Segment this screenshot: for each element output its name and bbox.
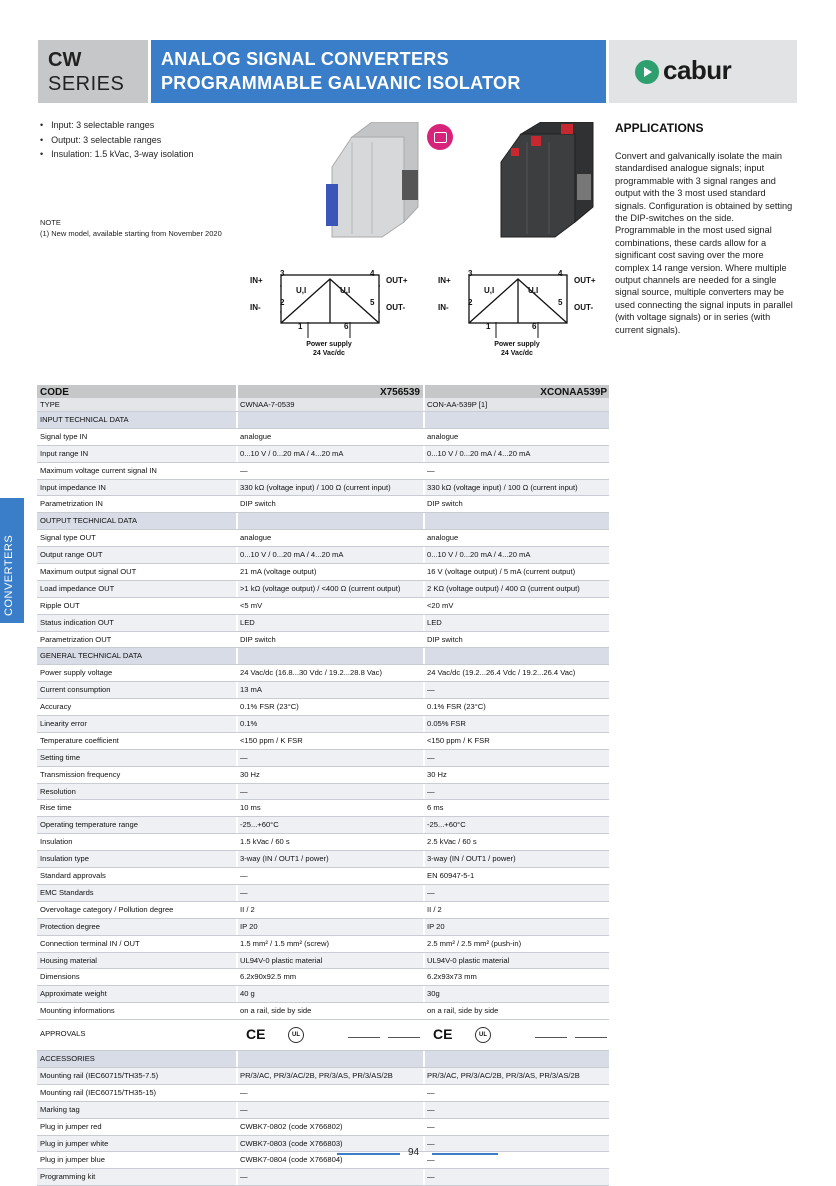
row-value: — <box>427 685 435 695</box>
table-row <box>37 564 609 581</box>
table-row <box>37 581 609 598</box>
table-row <box>37 1102 609 1119</box>
table-row <box>37 834 609 851</box>
row-value: 24 Vac/dc (19.2...26.4 Vdc / 19.2...26.4 Vac) <box>427 668 576 678</box>
row-value: 0...10 V / 0...20 mA / 4...20 mA <box>427 448 531 458</box>
out-minus-label: OUT- <box>574 303 594 312</box>
row-value: — <box>240 871 248 881</box>
out-minus-label: OUT- <box>386 303 406 312</box>
terminal-4: 4 <box>370 269 375 278</box>
page-number: 94 <box>408 1147 420 1158</box>
table-row <box>37 1169 609 1186</box>
ce-mark-icon: CE <box>246 1026 266 1043</box>
table-row <box>37 902 609 919</box>
row-label: GENERAL TECHNICAL DATA <box>40 651 142 661</box>
table-row <box>37 953 609 970</box>
row-value: CWBK7-0803 (code X766803) <box>240 1138 343 1148</box>
row-label: Mounting rail (IEC60715/TH35-15) <box>40 1087 157 1097</box>
row-label: INPUT TECHNICAL DATA <box>40 415 129 424</box>
series-word: SERIES <box>48 73 125 95</box>
table-row <box>37 615 609 632</box>
table-row <box>37 868 609 885</box>
type-value-2: CON-AA-539P [1] <box>427 400 488 409</box>
row-value: analogue <box>427 533 459 543</box>
row-value: II / 2 <box>427 904 442 914</box>
table-row <box>37 665 609 682</box>
table-section-row <box>37 648 609 665</box>
in-minus-label: IN- <box>250 303 261 312</box>
row-value: CWBK7-0802 (code X766802) <box>240 1121 343 1131</box>
type-value-1: CWNAA-7-0539 <box>240 400 295 409</box>
row-value: 3-way (IN / OUT1 / power) <box>427 854 516 864</box>
row-label: Ripple OUT <box>40 600 80 610</box>
row-value: 21 mA (voltage output) <box>240 567 317 577</box>
power-supply-line2: 24 Vac/dc <box>501 350 533 357</box>
row-value: 0...10 V / 0...20 mA / 4...20 mA <box>240 550 344 560</box>
row-value: <150 ppm / K FSR <box>427 735 490 745</box>
row-label: Power supply voltage <box>40 668 113 678</box>
row-label: Parametrization IN <box>40 499 103 509</box>
footer-rule-left <box>337 1153 400 1155</box>
row-value: — <box>427 887 435 897</box>
ul-mark-icon: UL <box>475 1027 491 1043</box>
table-row <box>37 767 609 784</box>
row-value: 30 Hz <box>240 769 260 779</box>
terminal-4: 4 <box>558 269 563 278</box>
row-label: Insulation <box>40 837 73 847</box>
row-label: Output range OUT <box>40 550 103 560</box>
table-row <box>37 1085 609 1102</box>
row-value: — <box>240 1087 248 1097</box>
note-label: NOTE <box>40 218 61 227</box>
feature-item: • Output: 3 selectable ranges <box>40 133 194 148</box>
row-label: Current consumption <box>40 685 111 695</box>
in-minus-label: IN- <box>438 303 449 312</box>
row-value: — <box>240 1104 248 1114</box>
out-plus-label: OUT+ <box>386 276 408 285</box>
row-value: 0.1% <box>240 719 258 729</box>
table-row <box>37 446 609 463</box>
table-row <box>37 1152 609 1169</box>
row-label: EMC Standards <box>40 887 94 897</box>
power-supply-line2: 24 Vac/dc <box>313 350 345 357</box>
row-value: LED <box>427 617 442 627</box>
note-text: (1) New model, available starting from November 2020 <box>40 229 222 238</box>
table-row <box>37 429 609 446</box>
table-row <box>37 885 609 902</box>
row-value: PR/3/AC, PR/3/AC/2B, PR/3/AS, PR/3/AS/2B <box>427 1070 580 1080</box>
row-value: UL94V-0 plastic material <box>240 955 323 965</box>
row-label: Protection degree <box>40 921 100 931</box>
table-row <box>37 750 609 767</box>
row-value: 2.5 kVac / 60 s <box>427 837 477 847</box>
row-value: 330 kΩ (voltage input) / 100 Ω (current input) <box>427 482 578 492</box>
row-value: — <box>240 1172 248 1182</box>
terminal-2: 2 <box>280 298 285 307</box>
table-row <box>37 480 609 497</box>
table-type-row <box>37 398 609 412</box>
row-label: Input range IN <box>40 448 89 458</box>
table-row <box>37 1119 609 1136</box>
table-row <box>37 986 609 1003</box>
row-value: 2.5 mm² / 2.5 mm² (push-in) <box>427 938 522 948</box>
table-row <box>37 817 609 834</box>
row-value: IP 20 <box>240 921 258 931</box>
wiring-diagram-cwnaa <box>244 266 414 366</box>
terminal-6: 6 <box>532 322 537 331</box>
row-value: DIP switch <box>427 499 463 509</box>
row-label: Signal type IN <box>40 431 88 441</box>
row-value: 6 ms <box>427 803 444 813</box>
row-value: 0.05% FSR <box>427 719 466 729</box>
u-out-label: U,I <box>528 286 539 295</box>
row-value: DIP switch <box>427 634 463 644</box>
table-code-row <box>37 385 609 398</box>
product-image-cwnaa <box>322 122 422 240</box>
u-in-label: U,I <box>484 286 495 295</box>
row-value: — <box>427 1172 435 1182</box>
spec-table <box>37 385 609 1186</box>
terminal-2: 2 <box>468 298 473 307</box>
code-value-2: XCONAA539P <box>540 387 607 398</box>
row-value: analogue <box>240 431 272 441</box>
row-value: <5 mV <box>240 600 263 610</box>
row-value: — <box>427 752 435 762</box>
applications-text: Convert and galvanically isolate the main standardised analogue signals; input programmable with 3 signal ranges and output with the 3 most used standard signals. Configuration is obtained by setting the DIP-switches on the side. Programmable in the most used signal combinations, these cards allow for a significant cost saving over the more complex 14 range version. Where multiple output channels are needed for a single signal source, multiple converters may be used connecting the signal inputs in parallel (with voltage signals) or in series (with current signals). <box>615 151 793 335</box>
row-label: Temperature coefficient <box>40 735 119 745</box>
table-row <box>37 496 609 513</box>
row-value: 10 ms <box>240 803 261 813</box>
row-value: — <box>427 1155 435 1165</box>
power-supply-line1: Power supply <box>494 341 540 348</box>
table-row <box>37 1136 609 1153</box>
row-value: EN 60947-5-1 <box>427 871 475 881</box>
page-title-line2: PROGRAMMABLE GALVANIC ISOLATOR <box>161 73 521 93</box>
table-row <box>37 851 609 868</box>
terminal-5: 5 <box>558 298 563 307</box>
u-out-label: U,I <box>340 286 351 295</box>
row-value: DIP switch <box>240 499 276 509</box>
row-label: Maximum output signal OUT <box>40 567 137 577</box>
row-value: — <box>427 786 435 796</box>
row-value: >1 kΩ (voltage output) / <400 Ω (current output) <box>240 583 401 593</box>
row-value: — <box>427 1087 435 1097</box>
row-label: Linearity error <box>40 719 87 729</box>
feature-list <box>40 118 194 162</box>
table-row <box>37 682 609 699</box>
table-row <box>37 784 609 801</box>
side-tab-label: CONVERTERS <box>3 534 15 616</box>
page-title-line1: ANALOG SIGNAL CONVERTERS <box>161 49 449 69</box>
row-value: — <box>427 1121 435 1131</box>
in-plus-label: IN+ <box>438 276 451 285</box>
wiring-diagram-con-aa <box>432 266 602 366</box>
row-value: — <box>240 752 248 762</box>
feature-item: • Input: 3 selectable ranges <box>40 118 194 133</box>
row-value: 2 KΩ (voltage output) / 400 Ω (current output) <box>427 583 580 593</box>
row-label: Standard approvals <box>40 871 106 881</box>
type-label: TYPE <box>40 400 60 409</box>
row-label: Input impedance IN <box>40 482 106 492</box>
ul-mark-icon: UL <box>288 1027 304 1043</box>
row-value: 0...10 V / 0...20 mA / 4...20 mA <box>427 550 531 560</box>
power-supply-label <box>477 340 557 358</box>
row-value: IP 20 <box>427 921 445 931</box>
row-label: ACCESSORIES <box>40 1054 95 1064</box>
row-value: 30 Hz <box>427 769 447 779</box>
row-value: 0.1% FSR (23°C) <box>240 702 299 712</box>
row-label: Mounting informations <box>40 1006 115 1016</box>
row-value: — <box>240 465 248 475</box>
table-approvals-row <box>37 1020 609 1051</box>
footer-rule-right <box>432 1153 498 1155</box>
row-value: CWBK7-0804 (code X766804) <box>240 1155 343 1165</box>
row-value: — <box>427 1104 435 1114</box>
feature-item: • Insulation: 1.5 kVac, 3-way isolation <box>40 147 194 162</box>
row-label: Approximate weight <box>40 989 107 999</box>
row-value: on a rail, side by side <box>427 1006 499 1016</box>
row-value: — <box>427 465 435 475</box>
row-label: Maximum voltage current signal IN <box>40 465 157 475</box>
row-value: -25...+60°C <box>427 820 466 830</box>
row-value: 13 mA <box>240 685 262 695</box>
table-row <box>37 919 609 936</box>
logo-mark-icon <box>635 60 659 84</box>
row-value: 30g <box>427 989 440 999</box>
approval-underline <box>348 1037 380 1038</box>
terminal-6: 6 <box>344 322 349 331</box>
u-in-label: U,I <box>296 286 307 295</box>
code-label: CODE <box>40 387 69 398</box>
row-value: PR/3/AC, PR/3/AC/2B, PR/3/AS, PR/3/AS/2B <box>240 1070 393 1080</box>
power-supply-line1: Power supply <box>306 341 352 348</box>
note <box>40 217 222 239</box>
row-label: Resolution <box>40 786 76 796</box>
series-code: CW <box>48 49 82 71</box>
table-row <box>37 969 609 986</box>
row-label: Programming kit <box>40 1172 96 1182</box>
row-label: Mounting rail (IEC60715/TH35-7.5) <box>40 1070 159 1080</box>
terminal-3: 3 <box>468 269 473 278</box>
table-row <box>37 1003 609 1020</box>
row-label: Rise time <box>40 803 72 813</box>
row-label: Housing material <box>40 955 97 965</box>
row-label: Load impedance OUT <box>40 583 115 593</box>
row-value: 6.2x90x92.5 mm <box>240 972 297 982</box>
row-label: Setting time <box>40 752 81 762</box>
row-label: Plug in jumper white <box>40 1138 109 1148</box>
row-value: 0.1% FSR (23°C) <box>427 702 486 712</box>
page-title-block <box>151 40 606 103</box>
row-value: 1.5 kVac / 60 s <box>240 837 290 847</box>
row-value: 3-way (IN / OUT1 / power) <box>240 854 329 864</box>
row-label: Operating temperature range <box>40 820 138 830</box>
row-label: Plug in jumper red <box>40 1121 102 1131</box>
row-label: Connection terminal IN / OUT <box>40 938 140 948</box>
table-row <box>37 463 609 480</box>
table-section-row <box>37 412 609 429</box>
row-value: 24 Vac/dc (16.8...30 Vdc / 19.2...28.8 Vac) <box>240 668 382 678</box>
table-row <box>37 598 609 615</box>
table-row <box>37 733 609 750</box>
row-label: Insulation type <box>40 854 89 864</box>
ce-mark-icon: CE <box>433 1026 453 1043</box>
row-value: 16 V (voltage output) / 5 mA (current output) <box>427 567 576 577</box>
row-label: Plug in jumper blue <box>40 1155 106 1165</box>
terminal-3: 3 <box>280 269 285 278</box>
table-section-row <box>37 1051 609 1068</box>
isolator-symbol <box>280 274 380 324</box>
row-value: 330 kΩ (voltage input) / 100 Ω (current input) <box>240 482 391 492</box>
row-value: UL94V-0 plastic material <box>427 955 510 965</box>
table-row <box>37 547 609 564</box>
row-value: 40 g <box>240 989 255 999</box>
row-label: Parametrization OUT <box>40 634 112 644</box>
table-row <box>37 699 609 716</box>
approval-underline <box>535 1037 567 1038</box>
table-row <box>37 1068 609 1085</box>
code-value-1: X756539 <box>379 387 420 398</box>
row-label: Marking tag <box>40 1104 80 1114</box>
brand-logo <box>609 40 797 103</box>
terminal-1: 1 <box>298 322 303 331</box>
row-value: <20 mV <box>427 600 454 610</box>
table-row <box>37 530 609 547</box>
applications-heading: APPLICATIONS <box>615 121 704 135</box>
series-block <box>38 40 148 103</box>
row-label: OUTPUT TECHNICAL DATA <box>40 516 138 526</box>
row-value: — <box>427 1138 435 1148</box>
approval-underline <box>575 1037 607 1038</box>
in-plus-label: IN+ <box>250 276 263 285</box>
row-value: — <box>240 887 248 897</box>
isolator-symbol <box>468 274 568 324</box>
terminal-1: 1 <box>486 322 491 331</box>
row-label: Transmission frequency <box>40 769 121 779</box>
row-value: -25...+60°C <box>240 820 279 830</box>
table-row <box>37 936 609 953</box>
approval-underline <box>388 1037 420 1038</box>
new-model-badge-icon <box>427 124 453 150</box>
row-value: <150 ppm / K FSR <box>240 735 303 745</box>
row-value: — <box>240 786 248 796</box>
table-row <box>37 800 609 817</box>
row-value: 0...10 V / 0...20 mA / 4...20 mA <box>240 448 344 458</box>
row-value: DIP switch <box>240 634 276 644</box>
row-value: 1.5 mm² / 1.5 mm² (screw) <box>240 938 330 948</box>
row-label: Status indication OUT <box>40 617 114 627</box>
row-value: LED <box>240 617 255 627</box>
row-label: Dimensions <box>40 972 80 982</box>
power-supply-label <box>289 340 369 358</box>
table-row <box>37 632 609 649</box>
row-value: 6.2x93x73 mm <box>427 972 477 982</box>
row-value: analogue <box>240 533 272 543</box>
row-label: APPROVALS <box>40 1029 86 1039</box>
logo-text: cabur <box>663 55 732 85</box>
row-label: Overvoltage category / Pollution degree <box>40 904 174 914</box>
row-value: analogue <box>427 431 459 441</box>
table-section-row <box>37 513 609 530</box>
row-value: II / 2 <box>240 904 255 914</box>
table-row <box>37 716 609 733</box>
section-side-tab <box>0 498 24 623</box>
row-value: on a rail, side by side <box>240 1006 312 1016</box>
out-plus-label: OUT+ <box>574 276 596 285</box>
row-label: Accuracy <box>40 702 72 712</box>
terminal-5: 5 <box>370 298 375 307</box>
row-label: Signal type OUT <box>40 533 96 543</box>
product-image-con-aa <box>497 122 597 240</box>
